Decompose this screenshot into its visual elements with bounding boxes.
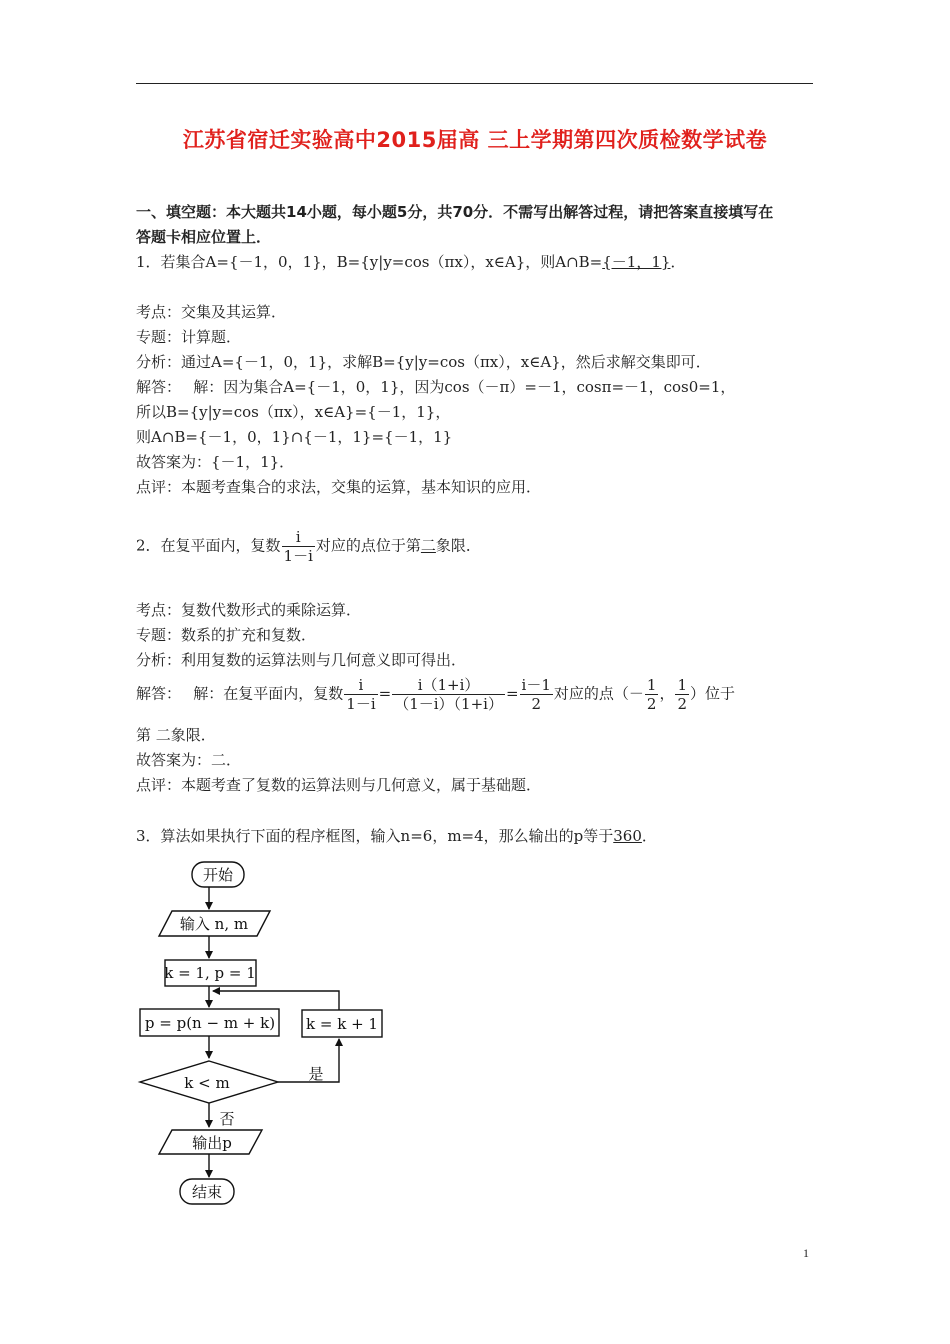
q2-jieda-frac1: $\frac{i}{1-i}$ [346,676,376,713]
q1-stem: 1．若集合A={－1，0，1}，B={y|y=cos（πx），x∈A}，则A∩B={－1，1}． [136,253,686,271]
q2-zhuanti: 专题：数系的扩充和复数． [136,626,317,644]
q2-point-y: $\frac{1}{2}$ [677,676,688,713]
q1-fenxi: 分析：通过A={－1，0，1}，求解B={y|y=cos（πx），x∈A}，然后求解交集即可． [136,353,711,371]
q1-dianping: 点评：本题考查集合的求法，交集的运算，基本知识的应用． [136,478,542,496]
q2-jieda-line1: 解答： 解：在复平面内，复数 $\frac{i}{1-i}$ = $\frac{i(1+i)}{(1-i)(1+i)}$ = $\frac{i-1}{2}$ 对应的点（－ $\frac{1}{2}$ ， $\frac{1}{2}$ ）位于 [136,676,736,713]
q3-stem: 3．算法如果执行下面的程序框图，输入n=6，m=4，那么输出的p等于360． [136,827,657,845]
flow-condition-label: k < m [184,1074,230,1092]
section-heading-line1: 一、填空题：本大题共14小题，每小题5分，共70分．不需写出解答过程，请把答案直接填写在 [136,203,774,221]
q2-fenxi: 分析：利用复数的运算法则与几何意义即可得出． [136,651,467,669]
q2-answer-line: 故答案为：二． [136,751,242,769]
document-title: 江苏省宿迁实验高中2015届高 三上学期第四次质检数学试卷 [182,128,768,152]
q1-zhuanti: 专题：计算题． [136,328,242,346]
q2-kaodian: 考点：复数代数形式的乘除运算． [136,601,362,619]
flow-no-label: 否 [219,1110,235,1128]
flow-start-label: 开始 [202,866,234,884]
q3-answer: 360 [613,827,642,845]
flow-end-label: 结束 [191,1183,223,1201]
flow-output-label: 输出p [192,1134,232,1152]
q2-dianping: 点评：本题考查了复数的运算法则与几何意义，属于基础题． [136,776,542,794]
q2-fraction: $\frac{i}{1-i}$ [283,528,313,565]
page-number: 1 [803,1246,809,1260]
flow-init-label: k = 1, p = 1 [164,964,256,982]
q1-jieda-line1: 解答： 解：因为集合A={－1，0，1}，因为cos（－π）=－1，cosπ=－1，cos0=1， [136,378,736,396]
q1-kaodian: 考点：交集及其运算． [136,303,287,321]
q2-jieda-frac2: $\frac{i(1+i)}{(1-i)(1+i)}$ [394,676,503,713]
q2-answer: 二 [420,536,436,555]
q2-jieda-frac3: $\frac{i-1}{2}$ [521,676,551,713]
section-heading-line2: 答题卡相应位置上． [136,228,272,246]
q2-jieda-line2: 第 二象限． [136,726,216,744]
q1-jieda-line2: 所以B={y|y=cos（πx），x∈A}={－1，1}， [136,403,451,421]
q1-jieda-line3: 则A∩B={－1，0，1}∩{－1，1}={－1，1} [136,428,453,446]
q2-point-x: $\frac{1}{2}$ [646,676,657,713]
q1-answer-line: 故答案为：{－1，1}． [136,453,295,471]
q2-stem: 2．在复平面内，复数 $\frac{i}{1-i}$ 对应的点位于第二象限． [136,528,481,565]
flow-yes-label: 是 [308,1065,324,1083]
q1-answer: {－1，1} [602,253,671,271]
flow-input-label: 输入 n, m [179,915,249,933]
flow-process-label: p = p(n − m + k) [144,1014,276,1032]
flow-increment-label: k = k + 1 [306,1015,378,1033]
